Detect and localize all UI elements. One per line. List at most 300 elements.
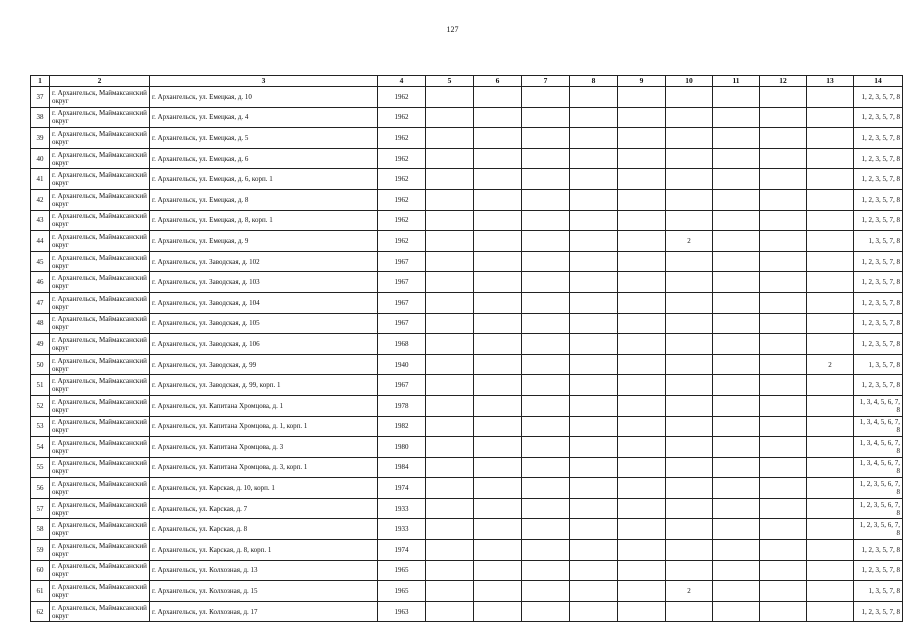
- cell-col-7: [522, 540, 570, 561]
- cell-col-11: [713, 87, 760, 108]
- cell-col-14: 1, 2, 3, 5, 7, 8: [854, 169, 903, 190]
- cell-col-9: [618, 354, 666, 375]
- cell-col-7: [522, 519, 570, 540]
- column-header-13: 13: [807, 76, 854, 87]
- cell-col-5: [426, 601, 474, 622]
- cell-col-9: [618, 231, 666, 252]
- cell-col-10: [666, 354, 713, 375]
- cell-col-4: 1933: [378, 498, 426, 519]
- cell-col-11: [713, 313, 760, 334]
- cell-col-7: [522, 395, 570, 416]
- cell-col-1: 38: [31, 107, 50, 128]
- cell-col-11: [713, 251, 760, 272]
- cell-col-1: 45: [31, 251, 50, 272]
- cell-col-12: [760, 601, 807, 622]
- cell-col-4: 1965: [378, 560, 426, 581]
- cell-col-9: [618, 292, 666, 313]
- cell-col-8: [570, 395, 618, 416]
- cell-col-2: г. Архангельск, Маймаксанский округ: [50, 210, 150, 231]
- cell-col-11: [713, 395, 760, 416]
- cell-col-2: г. Архангельск, Маймаксанский округ: [50, 292, 150, 313]
- column-header-9: 9: [618, 76, 666, 87]
- cell-col-14: 1, 2, 3, 5, 7, 8: [854, 148, 903, 169]
- column-header-11: 11: [713, 76, 760, 87]
- table-row: [31, 272, 903, 293]
- cell-col-3: г. Архангельск, ул. Заводская, д. 99, корп. 1: [150, 375, 378, 396]
- cell-col-1: 60: [31, 560, 50, 581]
- cell-col-6: [474, 292, 522, 313]
- table-row: [31, 416, 903, 437]
- column-header-14: 14: [854, 76, 903, 87]
- cell-col-1: 53: [31, 416, 50, 437]
- cell-col-5: [426, 581, 474, 602]
- cell-col-10: [666, 416, 713, 437]
- cell-col-13: [807, 498, 854, 519]
- cell-col-3: г. Архангельск, ул. Заводская, д. 102: [150, 251, 378, 272]
- column-header-1: 1: [31, 76, 50, 87]
- cell-col-11: [713, 148, 760, 169]
- cell-col-7: [522, 560, 570, 581]
- cell-col-7: [522, 128, 570, 149]
- cell-col-6: [474, 87, 522, 108]
- cell-col-5: [426, 375, 474, 396]
- cell-col-3: г. Архангельск, ул. Карская, д. 8: [150, 519, 378, 540]
- cell-col-9: [618, 87, 666, 108]
- cell-col-11: [713, 375, 760, 396]
- cell-col-7: [522, 210, 570, 231]
- cell-col-14: 1, 2, 3, 5, 7, 8: [854, 313, 903, 334]
- cell-col-8: [570, 416, 618, 437]
- cell-col-13: [807, 210, 854, 231]
- cell-col-14: 1, 3, 5, 7, 8: [854, 581, 903, 602]
- cell-col-1: 51: [31, 375, 50, 396]
- cell-col-3: г. Архангельск, ул. Емецкая, д. 9: [150, 231, 378, 252]
- column-header-5: 5: [426, 76, 474, 87]
- cell-col-11: [713, 581, 760, 602]
- cell-col-12: [760, 498, 807, 519]
- cell-col-6: [474, 395, 522, 416]
- cell-col-9: [618, 416, 666, 437]
- cell-col-9: [618, 540, 666, 561]
- cell-col-8: [570, 354, 618, 375]
- cell-col-11: [713, 560, 760, 581]
- cell-col-2: г. Архангельск, Маймаксанский округ: [50, 128, 150, 149]
- cell-col-6: [474, 560, 522, 581]
- cell-col-9: [618, 601, 666, 622]
- cell-col-6: [474, 601, 522, 622]
- table-row: [31, 437, 903, 458]
- cell-col-1: 58: [31, 519, 50, 540]
- cell-col-4: 1962: [378, 148, 426, 169]
- cell-col-9: [618, 457, 666, 478]
- cell-col-6: [474, 334, 522, 355]
- cell-col-11: [713, 128, 760, 149]
- cell-col-11: [713, 437, 760, 458]
- table-row: [31, 375, 903, 396]
- cell-col-10: [666, 437, 713, 458]
- cell-col-4: 1965: [378, 581, 426, 602]
- cell-col-7: [522, 107, 570, 128]
- cell-col-1: 61: [31, 581, 50, 602]
- cell-col-12: [760, 478, 807, 499]
- cell-col-7: [522, 87, 570, 108]
- cell-col-4: 1962: [378, 128, 426, 149]
- cell-col-3: г. Архангельск, ул. Колхозная, д. 13: [150, 560, 378, 581]
- cell-col-13: [807, 457, 854, 478]
- cell-col-3: г. Архангельск, ул. Емецкая, д. 6: [150, 148, 378, 169]
- table-row: [31, 107, 903, 128]
- cell-col-9: [618, 478, 666, 499]
- cell-col-7: [522, 437, 570, 458]
- column-header-2: 2: [50, 76, 150, 87]
- cell-col-1: 39: [31, 128, 50, 149]
- table-row: [31, 128, 903, 149]
- cell-col-3: г. Архангельск, ул. Капитана Хромцова, д. 3, корп. 1: [150, 457, 378, 478]
- cell-col-9: [618, 560, 666, 581]
- cell-col-5: [426, 251, 474, 272]
- cell-col-10: [666, 375, 713, 396]
- cell-col-13: [807, 87, 854, 108]
- cell-col-13: [807, 395, 854, 416]
- table-row: [31, 478, 903, 499]
- cell-col-12: [760, 354, 807, 375]
- cell-col-14: 1, 2, 3, 5, 7, 8: [854, 189, 903, 210]
- cell-col-3: г. Архангельск, ул. Заводская, д. 105: [150, 313, 378, 334]
- cell-col-10: [666, 457, 713, 478]
- cell-col-2: г. Архангельск, Маймаксанский округ: [50, 601, 150, 622]
- cell-col-5: [426, 292, 474, 313]
- cell-col-4: 1963: [378, 601, 426, 622]
- cell-col-7: [522, 231, 570, 252]
- cell-col-11: [713, 601, 760, 622]
- cell-col-12: [760, 231, 807, 252]
- cell-col-6: [474, 540, 522, 561]
- cell-col-7: [522, 457, 570, 478]
- cell-col-11: [713, 334, 760, 355]
- cell-col-7: [522, 581, 570, 602]
- cell-col-10: [666, 313, 713, 334]
- cell-col-14: 1, 2, 3, 5, 7, 8: [854, 601, 903, 622]
- cell-col-7: [522, 354, 570, 375]
- cell-col-4: 1933: [378, 519, 426, 540]
- cell-col-13: [807, 107, 854, 128]
- cell-col-11: [713, 540, 760, 561]
- cell-col-14: 1, 2, 3, 5, 7, 8: [854, 107, 903, 128]
- cell-col-3: г. Архангельск, ул. Заводская, д. 104: [150, 292, 378, 313]
- table-row: [31, 395, 903, 416]
- cell-col-2: г. Архангельск, Маймаксанский округ: [50, 560, 150, 581]
- cell-col-4: 1984: [378, 457, 426, 478]
- cell-col-5: [426, 560, 474, 581]
- housing-registry-table: [30, 75, 903, 622]
- cell-col-8: [570, 457, 618, 478]
- cell-col-4: 1980: [378, 437, 426, 458]
- cell-col-1: 55: [31, 457, 50, 478]
- cell-col-5: [426, 478, 474, 499]
- cell-col-5: [426, 457, 474, 478]
- cell-col-8: [570, 313, 618, 334]
- cell-col-6: [474, 375, 522, 396]
- cell-col-10: [666, 601, 713, 622]
- cell-col-3: г. Архангельск, ул. Капитана Хромцова, д. 3: [150, 437, 378, 458]
- cell-col-5: [426, 519, 474, 540]
- cell-col-10: [666, 519, 713, 540]
- cell-col-3: г. Архангельск, ул. Карская, д. 7: [150, 498, 378, 519]
- cell-col-3: г. Архангельск, ул. Емецкая, д. 8: [150, 189, 378, 210]
- cell-col-9: [618, 519, 666, 540]
- cell-col-9: [618, 581, 666, 602]
- cell-col-3: г. Архангельск, ул. Емецкая, д. 5: [150, 128, 378, 149]
- cell-col-9: [618, 169, 666, 190]
- cell-col-2: г. Архангельск, Маймаксанский округ: [50, 354, 150, 375]
- cell-col-12: [760, 581, 807, 602]
- cell-col-14: 1, 3, 4, 5, 6, 7, 8: [854, 416, 903, 437]
- cell-col-8: [570, 128, 618, 149]
- cell-col-9: [618, 251, 666, 272]
- cell-col-10: [666, 540, 713, 561]
- cell-col-4: 1962: [378, 210, 426, 231]
- cell-col-14: 1, 2, 3, 5, 7, 8: [854, 251, 903, 272]
- cell-col-1: 56: [31, 478, 50, 499]
- table-row: [31, 519, 903, 540]
- cell-col-9: [618, 334, 666, 355]
- cell-col-5: [426, 87, 474, 108]
- cell-col-9: [618, 148, 666, 169]
- table-row: [31, 601, 903, 622]
- cell-col-13: [807, 231, 854, 252]
- cell-col-12: [760, 87, 807, 108]
- cell-col-7: [522, 272, 570, 293]
- cell-col-13: [807, 416, 854, 437]
- cell-col-10: 2: [666, 581, 713, 602]
- cell-col-8: [570, 581, 618, 602]
- cell-col-9: [618, 210, 666, 231]
- cell-col-9: [618, 375, 666, 396]
- cell-col-8: [570, 540, 618, 561]
- cell-col-12: [760, 560, 807, 581]
- cell-col-12: [760, 272, 807, 293]
- cell-col-13: [807, 169, 854, 190]
- cell-col-1: 59: [31, 540, 50, 561]
- cell-col-1: 54: [31, 437, 50, 458]
- cell-col-13: [807, 292, 854, 313]
- cell-col-2: г. Архангельск, Маймаксанский округ: [50, 272, 150, 293]
- cell-col-13: [807, 189, 854, 210]
- table-row: [31, 334, 903, 355]
- cell-col-13: [807, 128, 854, 149]
- table-row: [31, 354, 903, 375]
- cell-col-1: 43: [31, 210, 50, 231]
- cell-col-14: 1, 3, 5, 7, 8: [854, 354, 903, 375]
- cell-col-6: [474, 478, 522, 499]
- cell-col-4: 1967: [378, 375, 426, 396]
- cell-col-10: [666, 210, 713, 231]
- cell-col-8: [570, 519, 618, 540]
- cell-col-14: 1, 2, 3, 5, 6, 7, 8: [854, 498, 903, 519]
- cell-col-12: [760, 375, 807, 396]
- cell-col-11: [713, 354, 760, 375]
- column-header-10: 10: [666, 76, 713, 87]
- cell-col-5: [426, 107, 474, 128]
- cell-col-14: 1, 2, 3, 5, 7, 8: [854, 128, 903, 149]
- cell-col-6: [474, 148, 522, 169]
- cell-col-2: г. Архангельск, Маймаксанский округ: [50, 395, 150, 416]
- cell-col-13: [807, 437, 854, 458]
- cell-col-2: г. Архангельск, Маймаксанский округ: [50, 519, 150, 540]
- cell-col-8: [570, 169, 618, 190]
- cell-col-5: [426, 334, 474, 355]
- cell-col-3: г. Архангельск, ул. Колхозная, д. 15: [150, 581, 378, 602]
- cell-col-8: [570, 437, 618, 458]
- cell-col-12: [760, 107, 807, 128]
- table-row: [31, 251, 903, 272]
- cell-col-4: 1962: [378, 189, 426, 210]
- cell-col-10: [666, 334, 713, 355]
- cell-col-5: [426, 540, 474, 561]
- cell-col-9: [618, 437, 666, 458]
- cell-col-9: [618, 189, 666, 210]
- cell-col-6: [474, 231, 522, 252]
- cell-col-3: г. Архангельск, ул. Заводская, д. 103: [150, 272, 378, 293]
- cell-col-2: г. Архангельск, Маймаксанский округ: [50, 540, 150, 561]
- cell-col-4: 1982: [378, 416, 426, 437]
- cell-col-12: [760, 148, 807, 169]
- cell-col-6: [474, 519, 522, 540]
- table-row: [31, 313, 903, 334]
- cell-col-2: г. Архангельск, Маймаксанский округ: [50, 189, 150, 210]
- cell-col-4: 1967: [378, 313, 426, 334]
- cell-col-12: [760, 128, 807, 149]
- cell-col-1: 40: [31, 148, 50, 169]
- cell-col-9: [618, 395, 666, 416]
- cell-col-8: [570, 107, 618, 128]
- cell-col-12: [760, 457, 807, 478]
- cell-col-3: г. Архангельск, ул. Заводская, д. 106: [150, 334, 378, 355]
- cell-col-6: [474, 272, 522, 293]
- cell-col-4: 1962: [378, 87, 426, 108]
- cell-col-14: 1, 2, 3, 5, 6, 7, 8: [854, 519, 903, 540]
- table-row: [31, 457, 903, 478]
- cell-col-11: [713, 231, 760, 252]
- column-header-3: 3: [150, 76, 378, 87]
- cell-col-4: 1967: [378, 251, 426, 272]
- cell-col-1: 47: [31, 292, 50, 313]
- cell-col-13: [807, 148, 854, 169]
- cell-col-11: [713, 498, 760, 519]
- cell-col-11: [713, 478, 760, 499]
- cell-col-3: г. Архангельск, ул. Колхозная, д. 17: [150, 601, 378, 622]
- cell-col-2: г. Архангельск, Маймаксанский округ: [50, 334, 150, 355]
- cell-col-2: г. Архангельск, Маймаксанский округ: [50, 87, 150, 108]
- column-header-12: 12: [760, 76, 807, 87]
- cell-col-13: 2: [807, 354, 854, 375]
- cell-col-8: [570, 334, 618, 355]
- cell-col-12: [760, 189, 807, 210]
- column-header-8: 8: [570, 76, 618, 87]
- cell-col-3: г. Архангельск, ул. Емецкая, д. 4: [150, 107, 378, 128]
- cell-col-6: [474, 251, 522, 272]
- cell-col-13: [807, 313, 854, 334]
- cell-col-12: [760, 437, 807, 458]
- cell-col-11: [713, 457, 760, 478]
- header-row: [31, 76, 903, 87]
- cell-col-13: [807, 375, 854, 396]
- cell-col-6: [474, 107, 522, 128]
- cell-col-7: [522, 375, 570, 396]
- cell-col-4: 1962: [378, 107, 426, 128]
- cell-col-10: 2: [666, 231, 713, 252]
- cell-col-13: [807, 272, 854, 293]
- cell-col-9: [618, 107, 666, 128]
- cell-col-6: [474, 457, 522, 478]
- table-body: [31, 87, 903, 622]
- cell-col-3: г. Архангельск, ул. Заводская, д. 99: [150, 354, 378, 375]
- cell-col-14: 1, 2, 3, 5, 7, 8: [854, 375, 903, 396]
- cell-col-14: 1, 2, 3, 5, 7, 8: [854, 540, 903, 561]
- cell-col-2: г. Архангельск, Маймаксанский округ: [50, 498, 150, 519]
- cell-col-3: г. Архангельск, ул. Емецкая, д. 6, корп. 1: [150, 169, 378, 190]
- cell-col-7: [522, 292, 570, 313]
- cell-col-6: [474, 437, 522, 458]
- cell-col-4: 1940: [378, 354, 426, 375]
- cell-col-9: [618, 128, 666, 149]
- cell-col-8: [570, 498, 618, 519]
- cell-col-1: 46: [31, 272, 50, 293]
- cell-col-8: [570, 601, 618, 622]
- cell-col-8: [570, 210, 618, 231]
- cell-col-12: [760, 519, 807, 540]
- cell-col-12: [760, 169, 807, 190]
- cell-col-3: г. Архангельск, ул. Карская, д. 8, корп. 1: [150, 540, 378, 561]
- cell-col-3: г. Архангельск, ул. Емецкая, д. 8, корп. 1: [150, 210, 378, 231]
- cell-col-2: г. Архангельск, Маймаксанский округ: [50, 416, 150, 437]
- cell-col-11: [713, 169, 760, 190]
- cell-col-14: 1, 2, 3, 5, 7, 8: [854, 272, 903, 293]
- cell-col-1: 37: [31, 87, 50, 108]
- cell-col-8: [570, 148, 618, 169]
- cell-col-7: [522, 313, 570, 334]
- cell-col-2: г. Архангельск, Маймаксанский округ: [50, 231, 150, 252]
- cell-col-14: 1, 2, 3, 5, 7, 8: [854, 292, 903, 313]
- cell-col-9: [618, 272, 666, 293]
- cell-col-1: 42: [31, 189, 50, 210]
- cell-col-10: [666, 498, 713, 519]
- cell-col-4: 1967: [378, 272, 426, 293]
- page-number: 127: [446, 25, 459, 34]
- cell-col-13: [807, 540, 854, 561]
- column-header-6: 6: [474, 76, 522, 87]
- cell-col-1: 48: [31, 313, 50, 334]
- cell-col-5: [426, 148, 474, 169]
- cell-col-5: [426, 354, 474, 375]
- cell-col-12: [760, 292, 807, 313]
- cell-col-11: [713, 210, 760, 231]
- cell-col-5: [426, 437, 474, 458]
- cell-col-10: [666, 148, 713, 169]
- table-row: [31, 189, 903, 210]
- cell-col-8: [570, 560, 618, 581]
- cell-col-14: 1, 2, 3, 5, 7, 8: [854, 87, 903, 108]
- cell-col-8: [570, 272, 618, 293]
- cell-col-1: 57: [31, 498, 50, 519]
- cell-col-5: [426, 169, 474, 190]
- cell-col-1: 62: [31, 601, 50, 622]
- cell-col-14: 1, 3, 4, 5, 6, 7, 8: [854, 437, 903, 458]
- cell-col-7: [522, 416, 570, 437]
- cell-col-12: [760, 416, 807, 437]
- cell-col-4: 1962: [378, 231, 426, 252]
- cell-col-12: [760, 395, 807, 416]
